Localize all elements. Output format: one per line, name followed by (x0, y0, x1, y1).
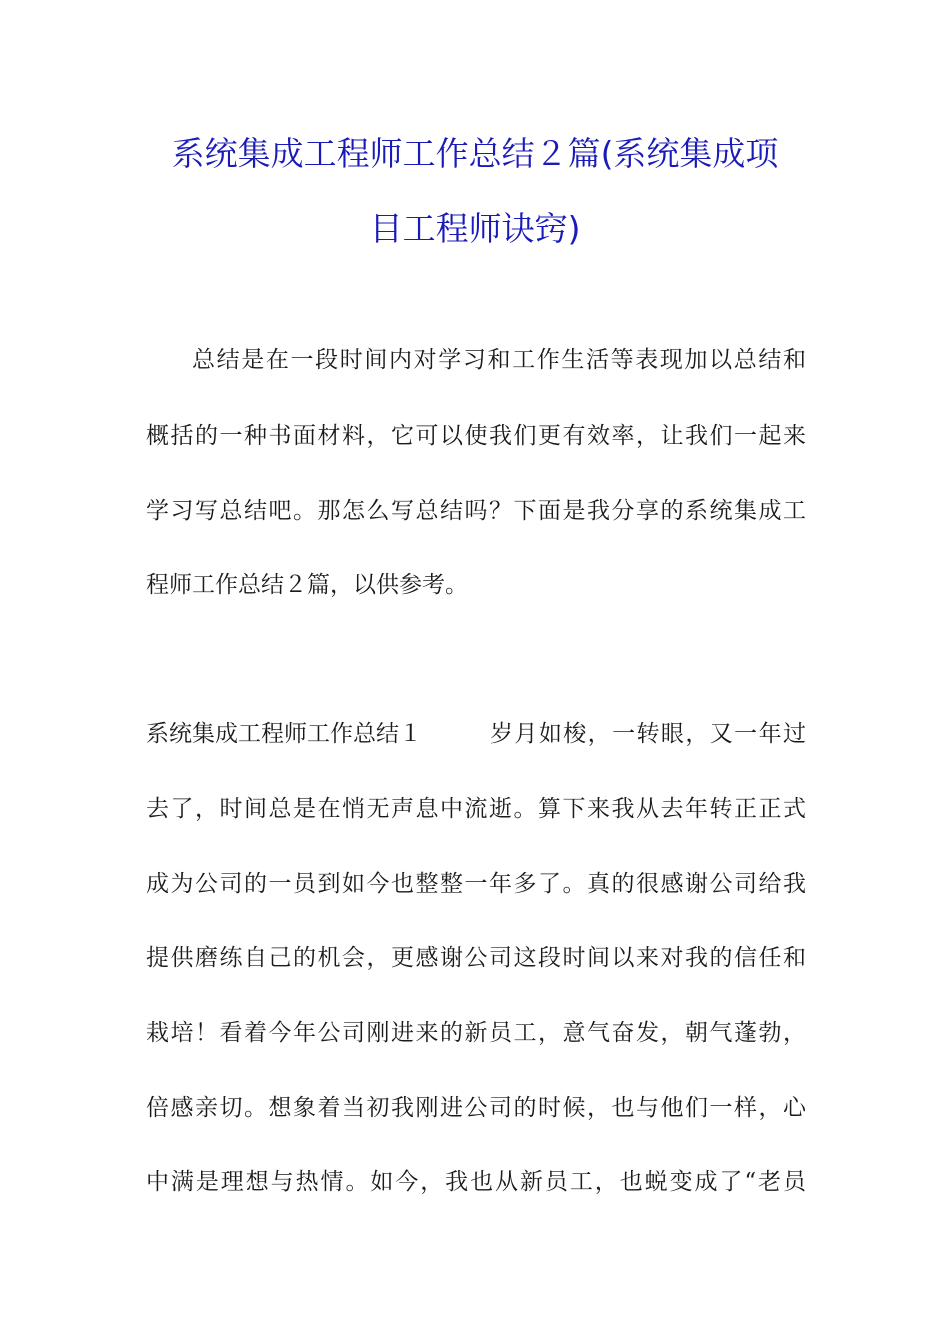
section-1-heading: 系统集成工程师工作总结１ (146, 721, 422, 747)
intro-paragraph-line: 程师工作总结２篇，以供参考。 (146, 572, 468, 598)
section-1-body-line: 倍感亲切。想象着当初我刚进公司的时候，也与他们一样，心 (146, 1095, 806, 1121)
section-1-body-line: 栽培！看着今年公司刚进来的新员工，意气奋发，朝气蓬勃， (146, 1020, 806, 1046)
intro-paragraph-line: 学习写总结吧。那怎么写总结吗？下面是我分享的系统集成工 (146, 498, 806, 524)
section-1-body-line: 岁月如梭，一转眼，又一年过 (490, 721, 806, 747)
section-1-body-line: 去了，时间总是在悄无声息中流逝。算下来我从去年转正正式 (146, 796, 806, 822)
intro-paragraph-line: 概括的一种书面材料，它可以使我们更有效率，让我们一起来 (146, 423, 806, 449)
section-1-body-line: 中满是理想与热情。如今，我也从新员工，也蜕变成了“老员 (146, 1169, 806, 1195)
document-title-line-2: 目工程师诀窍) (369, 209, 581, 248)
document-title-line-1: 系统集成工程师工作总结２篇(系统集成项 (171, 134, 779, 173)
section-1-body-line: 提供磨练自己的机会，更感谢公司这段时间以来对我的信任和 (146, 945, 806, 971)
section-1-body-line: 成为公司的一员到如今也整整一年多了。真的很感谢公司给我 (146, 871, 806, 897)
intro-paragraph-line: 总结是在一段时间内对学习和工作生活等表现加以总结和 (192, 347, 806, 373)
